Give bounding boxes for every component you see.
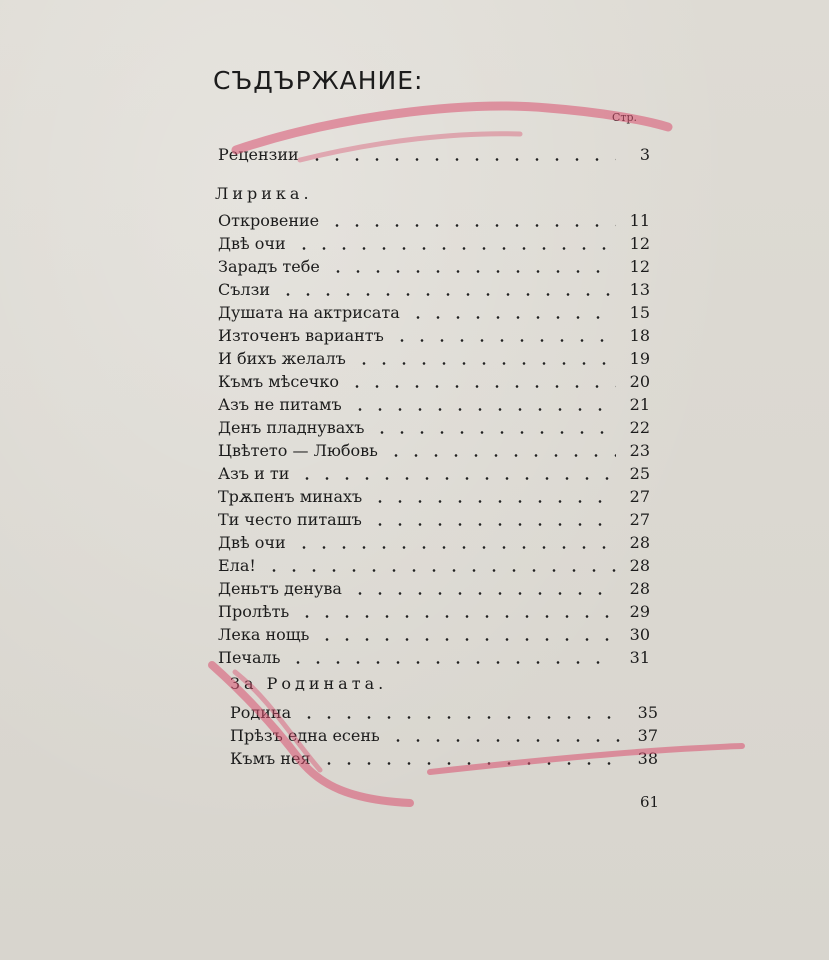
dot-leader — [297, 615, 616, 618]
entry-title: Зарадъ тебе — [218, 257, 320, 276]
toc-entry[interactable] — [218, 486, 650, 508]
entry-title: Деньтъ денува — [218, 579, 342, 598]
dot-leader — [388, 739, 624, 742]
toc-entry[interactable] — [218, 532, 650, 554]
page-title: СЪДЪРЖАНИЕ: — [213, 66, 424, 95]
entry-title: Сълзи — [218, 280, 270, 299]
dot-leader — [370, 500, 616, 503]
entry-page: 28 — [629, 533, 650, 552]
entry-page: 30 — [629, 625, 650, 644]
dot-leader — [327, 224, 616, 227]
dot-leader — [317, 638, 616, 641]
dot-leader — [354, 362, 616, 365]
toc-entry[interactable] — [218, 647, 650, 669]
toc-entry[interactable] — [218, 578, 650, 600]
entry-page: 35 — [637, 703, 658, 722]
entry-page: 38 — [637, 749, 658, 768]
toc-entry[interactable] — [230, 702, 658, 724]
section-heading-lyric: Лирика. — [215, 184, 313, 203]
dot-leader — [319, 762, 625, 765]
toc-entry[interactable] — [218, 463, 650, 485]
toc-entry[interactable] — [218, 601, 650, 623]
dot-leader — [307, 158, 616, 161]
entry-title: Къмъ мѣсечко — [218, 372, 340, 391]
entry-page: 25 — [629, 464, 650, 483]
entry-title: Душата на актрисата — [218, 303, 400, 322]
toc-entry[interactable] — [218, 210, 650, 232]
toc-entry[interactable] — [218, 256, 650, 278]
entry-title: Пролѣть — [218, 602, 290, 621]
entry-title: Рецензии — [218, 145, 299, 164]
entry-page: 22 — [629, 418, 650, 437]
dot-leader — [350, 408, 616, 411]
dot-leader — [297, 477, 616, 480]
entry-page: 18 — [629, 326, 650, 345]
entry-page: 19 — [629, 349, 650, 368]
entry-page: 28 — [629, 556, 650, 575]
dot-leader — [299, 716, 624, 719]
dot-leader — [386, 454, 616, 457]
entry-page: 23 — [629, 441, 650, 460]
section-heading-homeland: За Родината. — [230, 674, 388, 693]
entry-page: 27 — [629, 510, 650, 529]
entry-page: 15 — [629, 303, 650, 322]
dot-leader — [288, 661, 616, 664]
toc-entry[interactable] — [230, 748, 658, 770]
page-number: 61 — [640, 793, 660, 811]
entry-title: Ела! — [218, 556, 256, 575]
entry-page: 37 — [637, 726, 658, 745]
entry-title: Азъ не питамъ — [218, 395, 342, 414]
entry-title: Двѣ очи — [218, 533, 286, 552]
toc-entry[interactable] — [218, 509, 650, 531]
toc-entry[interactable] — [218, 233, 650, 255]
entry-page: 13 — [629, 280, 650, 299]
toc-entry[interactable] — [230, 725, 658, 747]
toc-entry[interactable] — [218, 440, 650, 462]
entry-page: 11 — [629, 211, 650, 230]
toc-entry[interactable] — [218, 371, 650, 393]
entry-title: Двѣ очи — [218, 234, 286, 253]
entry-page: 20 — [629, 372, 650, 391]
entry-title: Трѫпенъ минахъ — [218, 487, 363, 506]
dot-leader — [408, 316, 616, 319]
toc-entry[interactable] — [218, 325, 650, 347]
entry-title: Родина — [230, 703, 292, 722]
entry-page: 12 — [629, 234, 650, 253]
dot-leader — [294, 546, 616, 549]
dot-leader — [347, 385, 616, 388]
entry-title: Лека нощь — [218, 625, 310, 644]
dot-leader — [392, 339, 616, 342]
toc-entry[interactable] — [218, 624, 650, 646]
dot-leader — [294, 247, 616, 250]
toc-entry[interactable] — [218, 348, 650, 370]
dot-leader — [328, 270, 616, 273]
entry-title: Денъ пладнувахъ — [218, 418, 365, 437]
toc-entry[interactable] — [218, 302, 650, 324]
entry-page: 3 — [639, 145, 650, 164]
entry-page: 29 — [629, 602, 650, 621]
entry-title: Източенъ вариантъ — [218, 326, 384, 345]
entry-title: Печаль — [218, 648, 281, 667]
page-column-header: Стр. — [612, 111, 638, 124]
toc-entry[interactable] — [218, 417, 650, 439]
entry-title: Цвѣтето — Любовь — [218, 441, 378, 460]
dot-leader — [278, 293, 616, 296]
entry-title: Прѣзъ една есень — [230, 726, 380, 745]
entry-title: Откровение — [218, 211, 320, 230]
entry-page: 28 — [629, 579, 650, 598]
entry-page: 27 — [629, 487, 650, 506]
entry-title: Ти често питашъ — [218, 510, 362, 529]
entry-title: Къмъ нея — [230, 749, 311, 768]
entry-page: 12 — [629, 257, 650, 276]
entry-title: Азъ и ти — [218, 464, 290, 483]
toc-entry-reviews[interactable] — [218, 144, 650, 166]
toc-entry[interactable] — [218, 394, 650, 416]
toc-entry[interactable] — [218, 555, 650, 577]
entry-page: 31 — [629, 648, 650, 667]
dot-leader — [264, 569, 616, 572]
dot-leader — [370, 523, 616, 526]
dot-leader — [350, 592, 616, 595]
dot-leader — [372, 431, 616, 434]
entry-title: И бихъ желалъ — [218, 349, 346, 368]
toc-entry[interactable] — [218, 279, 650, 301]
entry-page: 21 — [629, 395, 650, 414]
